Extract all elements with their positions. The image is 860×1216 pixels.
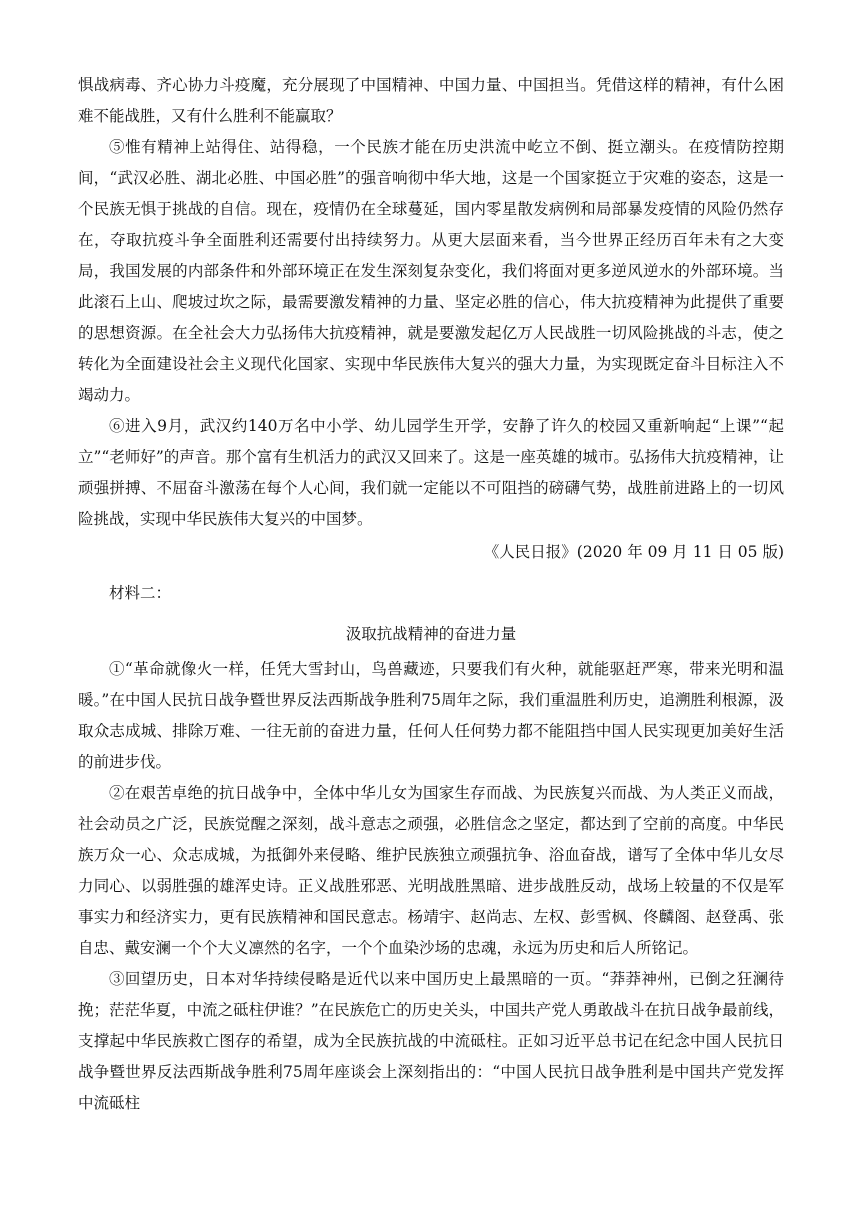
paragraph-m1: ①“革命就像火一样，任凭大雪封山，鸟兽藏迹，只要我们有火种，就能驱赶严寒，带来光明和温暖。”在中国人民抗日战争暨世界反法西斯战争胜利75周年之际，我们重温胜利历史，追溯胜利根源，汲取众志成城、排除万难、一往无前的奋进力量，任何人任何势力都不能阻挡中国人民实现更加美好生活的前进步伐。 xyxy=(78,660,784,771)
document-page xyxy=(78,70,784,1119)
article-title: 汲取抗战精神的奋进力量 xyxy=(345,625,517,643)
source-citation: 《人民日报》(2020 年 09 月 11 日 05 版) xyxy=(483,543,784,561)
paragraph-6: ⑥进入9月，武汉约140万名中小学、幼儿园学生开学，安静了许久的校园又重新响起“上课”“起立”“老师好”的声音。那个富有生机活力的武汉又回来了。这是一座英雄的城市。弘扬伟大抗疫精神，让顽强拼搏、不屈奋斗激荡在每个人心间，我们就一定能以不可阻挡的磅礴气势，战胜前进路上的一切风险挑战，实现中华民族伟大复兴的中国梦。 xyxy=(78,417,784,528)
paragraph-5: ⑤惟有精神上站得住、站得稳，一个民族才能在历史洪流中屹立不倒、挺立潮头。在疫情防控期间，“武汉必胜、湖北必胜、中国必胜”的强音响彻中华大地，这是一个国家挺立于灾难的姿态，这是一个民族无惧于挑战的自信。现在，疫情仍在全球蔓延，国内零星散发病例和局部暴发疫情的风险仍然存在，夺取抗疫斗争全面胜利还需要付出持续努力。从更大层面来看，当今世界正经历百年未有之大变局，我国发展的内部条件和外部环境正在发生深刻复杂变化，我们将面对更多逆风逆水的外部环境。当此滚石上山、爬坡过坎之际，最需要激发精神的力量、坚定必胜的信心，伟大抗疫精神为此提供了重要的思想资源。在全社会大力弘扬伟大抗疫精神，就是要激发起亿万人民战胜一切风险挑战的斗志，使之转化为全面建设社会主义现代化国家、实现中华民族伟大复兴的强大力量，为实现既定奋斗目标注入不竭动力。 xyxy=(78,138,784,404)
paragraph-m2: ②在艰苦卓绝的抗日战争中，全体中华儿女为国家生存而战、为民族复兴而战、为人类正义而战，社会动员之广泛，民族觉醒之深刻，战斗意志之顽强，必胜信念之坚定，都达到了空前的高度。中华民族万众一心、众志成城，为抵御外来侵略、维护民族独立顽强抗争、浴血奋战，谱写了全体中华儿女尽力同心、以弱胜强的雄浑史诗。正义战胜邪恶、光明战胜黑暗、进步战胜反动，战场上较量的不仅是军事实力和经济实力，更有民族精神和国民意志。杨靖宇、赵尚志、左权、彭雪枫、佟麟阁、赵登禹、张自忠、戴安澜一个个大义凛然的名字，一个个血染沙场的忠魂，永远为历史和后人所铭记。 xyxy=(78,784,784,957)
material-label: 材料二： xyxy=(109,584,172,602)
paragraph-continuation: 惧战病毒、齐心协力斗疫魔，充分展现了中国精神、中国力量、中国担当。凭借这样的精神，有什么困难不能战胜，又有什么胜利不能赢取？ xyxy=(78,76,784,125)
paragraph-m3: ③回望历史，日本对华持续侵略是近代以来中国历史上最黑暗的一页。“莽莽神州，已倒之狂澜待挽；茫茫华夏，中流之砥柱伊谁？”在民族危亡的历史关头，中国共产党人勇敢战斗在抗日战争最前线，支撑起中华民族救亡图存的希望，成为全民族抗战的中流砥柱。正如习近平总书记在纪念中国人民抗日战争暨世界反法西斯战争胜利75周年座谈会上深刻指出的：“中国人民抗日战争胜利是中国共产党发挥中流砥柱 xyxy=(78,970,784,1112)
